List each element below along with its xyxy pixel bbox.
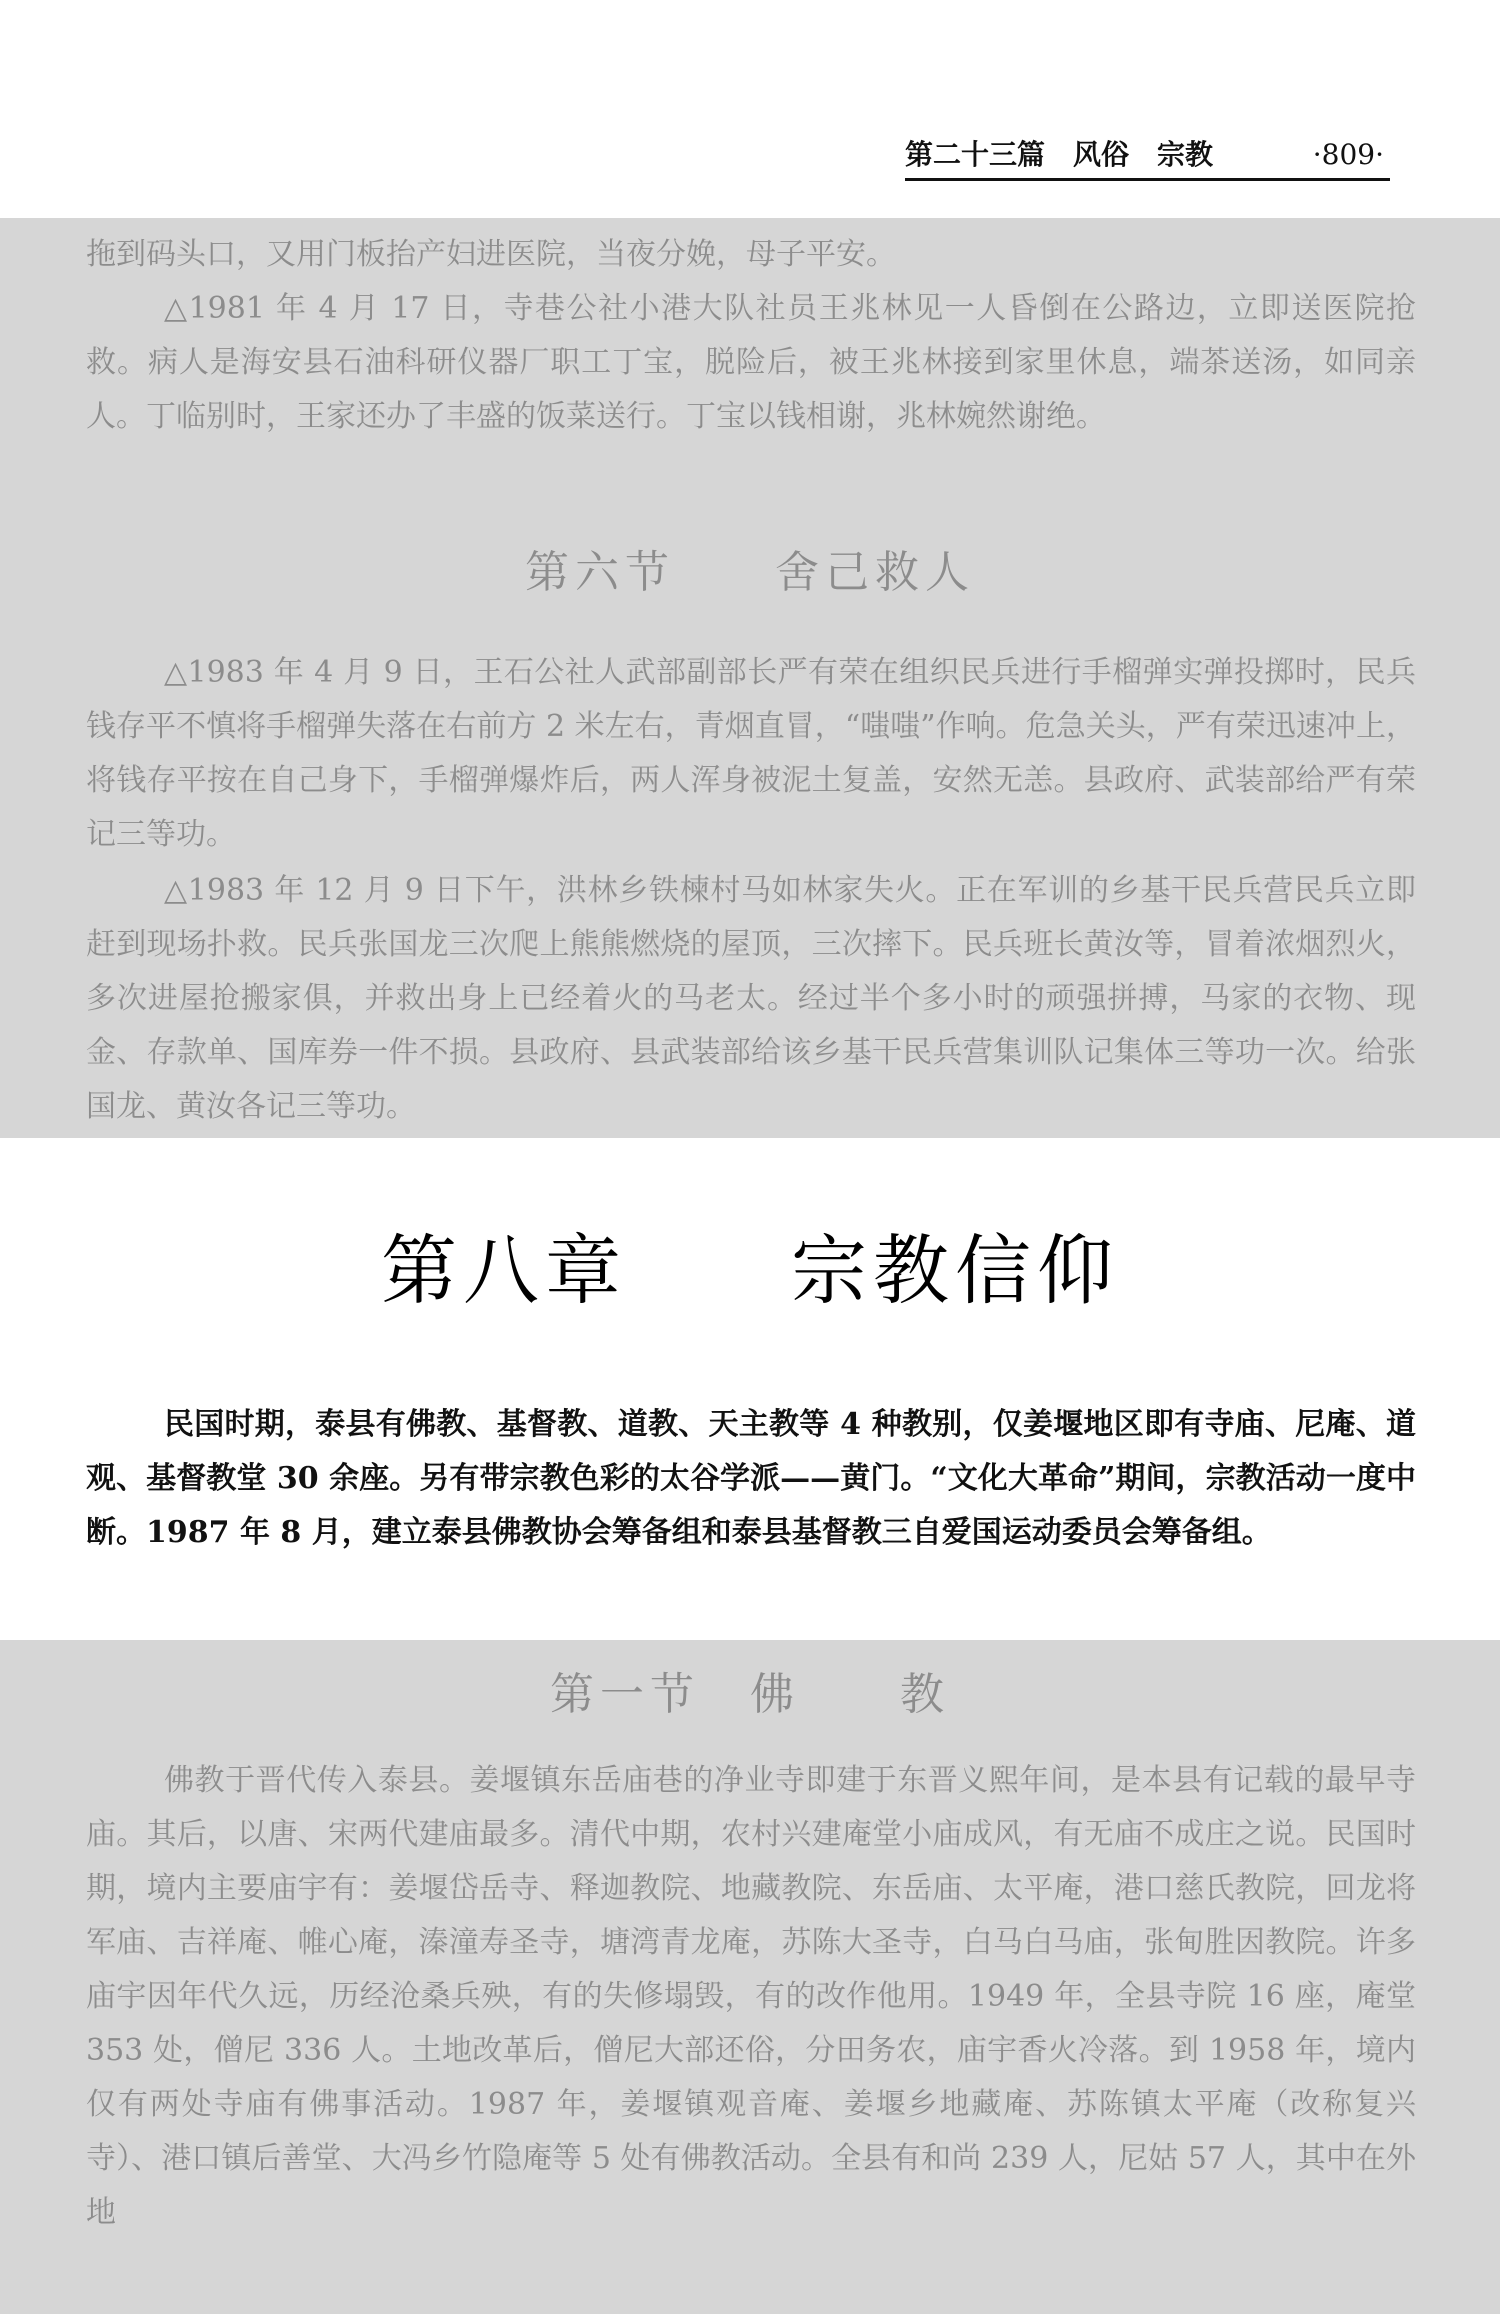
- faded-region-bottom: [0, 1640, 1500, 2314]
- paragraph-buddhism: 佛教于晋代传入泰县。姜堰镇东岳庙巷的净业寺即建于东晋义熙年间，是本县有记载的最早寺庙。其后，以唐、宋两代建庙最多。清代中期，农村兴建庵堂小庙成风，有无庙不成庄之说。民国时期，境内主要庙宇有：姜堰岱岳寺、释迦教院、地藏教院、东岳庙、太平庵，港口慈氏教院，回龙将军庙、吉祥庵、帷心庵，溱潼寿圣寺，塘湾青龙庵，苏陈大圣寺，白马白马庙，张甸胜因教院。许多庙宇因年代久远，历经沧桑兵殃，有的失修塌毁，有的改作他用。1949 年，全县寺院 16 座，庵堂 353 处，僧尼 336 人。土地改革后，僧尼大部还俗，分田务农，庙宇香火冷落。到 1958 年，境内仅有两处寺庙有佛事活动。1987 年，姜堰镇观音庵、姜堰乡地藏庵、苏陈镇太平庵（改称复兴寺）、港口镇后善堂、大冯乡竹隐庵等 5 处有佛教活动。全县有和尚 239 人，尼姑 57 人，其中在外地: [86, 1763, 1416, 2230]
- section-6-title: 第六节 舍己救人: [525, 547, 975, 598]
- paragraph-continuation: 拖到码头口，又用门板抬产妇进医院，当夜分娩，母子平安。: [86, 237, 896, 272]
- header-title: 第二十三篇 风俗 宗教: [905, 138, 1214, 171]
- paragraph-1983-grenade: △1983 年 4 月 9 日，王石公社人武部副部长严有荣在组织民兵进行手榴弹实弹投掷时，民兵钱存平不慎将手榴弹失落在右前方 2 米左右，青烟直冒，“嗤嗤”作响。危急关头，严有荣迅速冲上，将钱存平按在自己身下，手榴弹爆炸后，两人浑身被泥土复盖，安然无恙。县政府、武装部给严有荣记三等功。: [86, 655, 1416, 852]
- faded-region-top: [0, 218, 1500, 1138]
- section-buddhism-title: 第一节 佛 教: [550, 1669, 950, 1720]
- chapter-8-intro: 民国时期，泰县有佛教、基督教、道教、天主教等 4 种教别，仅姜堰地区即有寺庙、尼庵、道观、基督教堂 30 余座。另有带宗教色彩的太谷学派——黄门。“文化大革命”期间，宗教活动一度中断。1987 年 8 月，建立泰县佛教协会筹备组和泰县基督教三自爱国运动委员会筹备组。: [86, 1407, 1416, 1550]
- chapter-8-title: 第八章 宗教信仰: [381, 1226, 1119, 1315]
- page-number: ·809·: [1312, 138, 1384, 171]
- running-header: [905, 132, 1390, 181]
- paragraph-1981-rescue: △1981 年 4 月 17 日，寺巷公社小港大队社员王兆林见一人昏倒在公路边，立即送医院抢救。病人是海安县石油科研仪器厂职工丁宝，脱险后，被王兆林接到家里休息，端茶送汤，如同亲人。丁临别时，王家还办了丰盛的饭菜送行。丁宝以钱相谢，兆林婉然谢绝。: [86, 291, 1416, 434]
- paragraph-1983-fire: △1983 年 12 月 9 日下午，洪林乡铁楝村马如林家失火。正在军训的乡基干民兵营民兵立即赶到现场扑救。民兵张国龙三次爬上熊熊燃烧的屋顶，三次摔下。民兵班长黄汝等，冒着浓烟烈火，多次进屋抢搬家俱，并救出身上已经着火的马老太。经过半个多小时的顽强拼搏，马家的衣物、现金、存款单、国库券一件不损。县政府、县武装部给该乡基干民兵营集训队记集体三等功一次。给张国龙、黄汝各记三等功。: [86, 873, 1416, 1124]
